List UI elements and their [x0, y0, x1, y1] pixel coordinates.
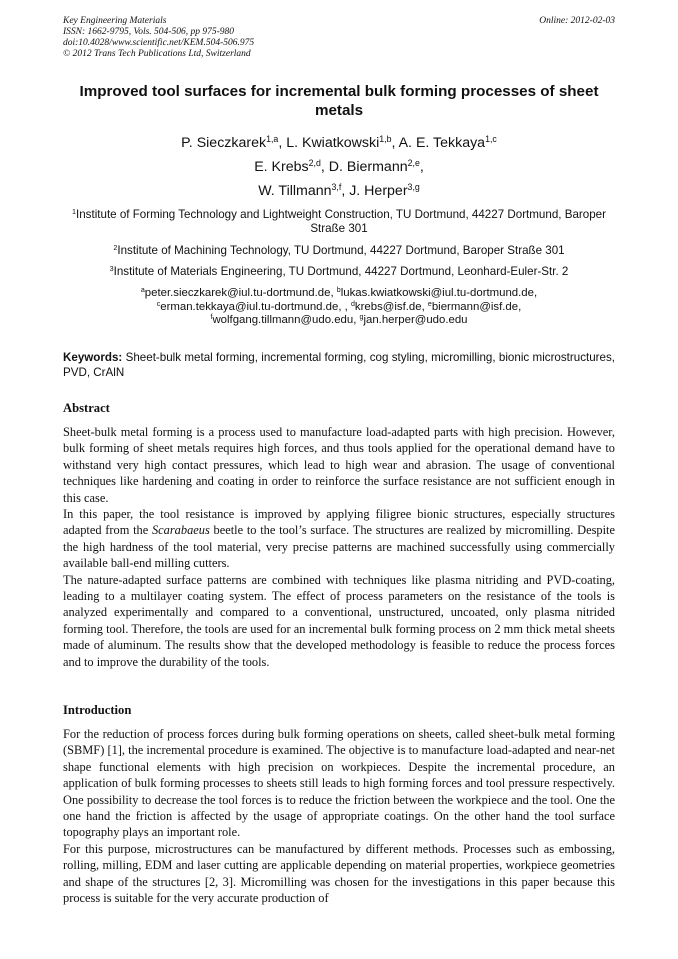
email-sup: c: [156, 300, 161, 308]
email-sup: g: [359, 314, 364, 322]
email-line-1: [63, 287, 615, 301]
affiliation-3: [63, 265, 615, 279]
keywords-text: Sheet-bulk metal forming, incremental forming, cog styling, micromilling, bionic microstructures, PVD, CrAlN: [63, 351, 615, 379]
abstract-body: [63, 424, 615, 670]
affiliation-number: 3: [109, 264, 114, 274]
email-line-3: [63, 314, 615, 328]
abstract-paragraph-1: Sheet-bulk metal forming is a process used to manufacture load-adapted parts with high precision. However, bulk forming of sheet metals requires high forces, and thus tools applied for the operational demand have to withstand very high contact pressures, which lead to high wear and abrasion. The usage of conventional techniques like hardening and coating in order to reinforce the surface resistance are not sufficient enough in this case.: [63, 425, 615, 505]
author-sup: 2,e: [407, 158, 420, 169]
online-date: Online: 2012-02-03: [539, 16, 615, 26]
email-sup: b: [336, 287, 341, 295]
affiliation-text: Institute of Materials Engineering, TU Dortmund, 44227 Dortmund, Leonhard-Euler-Str. 2: [113, 265, 569, 278]
email-sup: e: [427, 300, 432, 308]
affiliation-text: Institute of Forming Technology and Lightweight Construction, TU Dortmund, 44227 Dortmund, Baroper Straße 301: [76, 208, 606, 235]
author-sup: 3,g: [407, 182, 420, 193]
abstract-paragraph-2: [63, 506, 615, 572]
text-run: In this paper, the tool resistance is improved by applying filigree bionic structures, especially structures adapted from the: [63, 507, 615, 538]
email-link[interactable]: jan.herper@udo.edu: [363, 314, 468, 326]
journal-header: [63, 16, 615, 60]
author-name: P. Sieczkarek: [181, 135, 267, 151]
abstract-paragraph-3: The nature-adapted surface patterns are combined with techniques like plasma nitriding and PVD-coating, leading to a multilayer coating system. The effect of process parameters on the resistance of the tools is analyzed experimentally and compared to a conventional, unstructured, uncoated, only plasma nitrided forming tool. Therefore, the tools are used for an incremental bulk forming process on 2 mm thick metal sheets made of aluminum. The results show that the developed methodology is feasible to reduce the process forces and to improve the durability of the tools.: [63, 572, 615, 669]
paper-title: Improved tool surfaces for incremental bulk forming processes of sheet metals: [79, 83, 599, 119]
email-line-2: [63, 301, 615, 315]
copyright-line: © 2012 Trans Tech Publications Ltd, Switzerland: [63, 49, 251, 59]
email-sup: d: [351, 300, 355, 308]
introduction-heading: Introduction: [63, 703, 132, 717]
author-sup: 2,d: [308, 158, 321, 169]
introduction-body: [63, 726, 615, 906]
email-link[interactable]: biermann@isf.de,: [431, 300, 522, 313]
email-list: [63, 287, 615, 328]
author-line-3: W. Tillmann$^{3,f}$, J. Herper$^{3,g}$: [258, 182, 420, 199]
author-sup: 1,b: [379, 134, 392, 145]
email-link[interactable]: peter.sieczkarek@iul.tu-dortmund.de,: [144, 287, 334, 299]
author-name: A. E. Tekkaya: [398, 135, 486, 151]
abstract-heading: Abstract: [63, 401, 110, 415]
affiliation-number: 1: [72, 207, 77, 217]
author-name: W. Tillmann: [258, 183, 332, 199]
email-link[interactable]: lukas.kwiatkowski@iul.tu-dortmund.de,: [340, 287, 538, 299]
author-list: [63, 131, 615, 203]
email-sup: a: [140, 287, 145, 295]
author-name: D. Biermann: [328, 159, 408, 175]
issn-line: ISSN: 1662-9795, Vols. 504-506, pp 975-980: [63, 27, 234, 37]
author-sup: 1,c: [485, 134, 497, 145]
email-link[interactable]: wolfgang.tillmann@udo.edu,: [212, 314, 357, 326]
journal-name: Key Engineering Materials: [63, 16, 167, 26]
affiliation-2: [63, 244, 615, 258]
doi-line: doi:10.4028/www.scientific.net/KEM.504-506.975: [63, 38, 255, 48]
introduction-paragraph-1: For the reduction of process forces during bulk forming operations on sheets, called sheet-bulk metal forming (SBMF) [1], the incremental procedure is examined. The objective is to manufacture load-adapted and near-net shape functional elements with high precision on workpieces. Despite the incremental procedure, an application of bulk forming processes to sheets still leads to high forming forces and tool pressure respectively. One possibility to decrease the tool forces is to reduce the friction between the workpiece and the tool. One the one hand the friction is affected by the usage of appropriate coatings. On the other hand the tool surface topography plays an important role.: [63, 727, 615, 840]
author-line-2: E. Krebs$^{2,d}$, D. Biermann$^{2,e}$,: [254, 158, 424, 175]
author-line-1: P. Sieczkarek$^{1,a}$, L. Kwiatkowski$^{1,b}$, A. E. Tekkaya$^{1,c}$: [181, 134, 497, 151]
author-sup: 1,a: [266, 134, 279, 145]
text-run: beetle to the tool’s surface. The structures are realized by micromilling. Despite the high hardness of the tool material, very precise patterns are machined successfully using commercially available ball-end milling cutters.: [63, 523, 615, 571]
italic-term: Scarabaeus: [151, 523, 210, 538]
email-link[interactable]: krebs@isf.de,: [354, 300, 425, 313]
keywords-label: Keywords:: [63, 351, 123, 364]
introduction-paragraph-2: For this purpose, microstructures can be manufactured by different methods. Processes such as embossing, rolling, milling, EDM and laser cutting are applicable depending on material properties, workpiece geometries and shape of the structures [2, 3]. Micromilling was chosen for the investigations in this paper because this process is suitable for the very accurate production of: [63, 841, 615, 906]
affiliation-text: Institute of Machining Technology, TU Dortmund, 44227 Dortmund, Baroper Straße 301: [117, 244, 565, 257]
affiliation-1: [63, 208, 615, 236]
author-sup: 3,f: [331, 182, 342, 193]
author-name: J. Herper: [349, 183, 408, 199]
email-sup: f: [210, 314, 213, 322]
keywords: [63, 350, 615, 380]
affiliation-number: 2: [113, 243, 118, 253]
email-link[interactable]: erman.tekkaya@iul.tu-dortmund.de, ,: [160, 300, 348, 313]
author-name: L. Kwiatkowski: [286, 135, 380, 151]
author-name: E. Krebs: [254, 159, 309, 175]
